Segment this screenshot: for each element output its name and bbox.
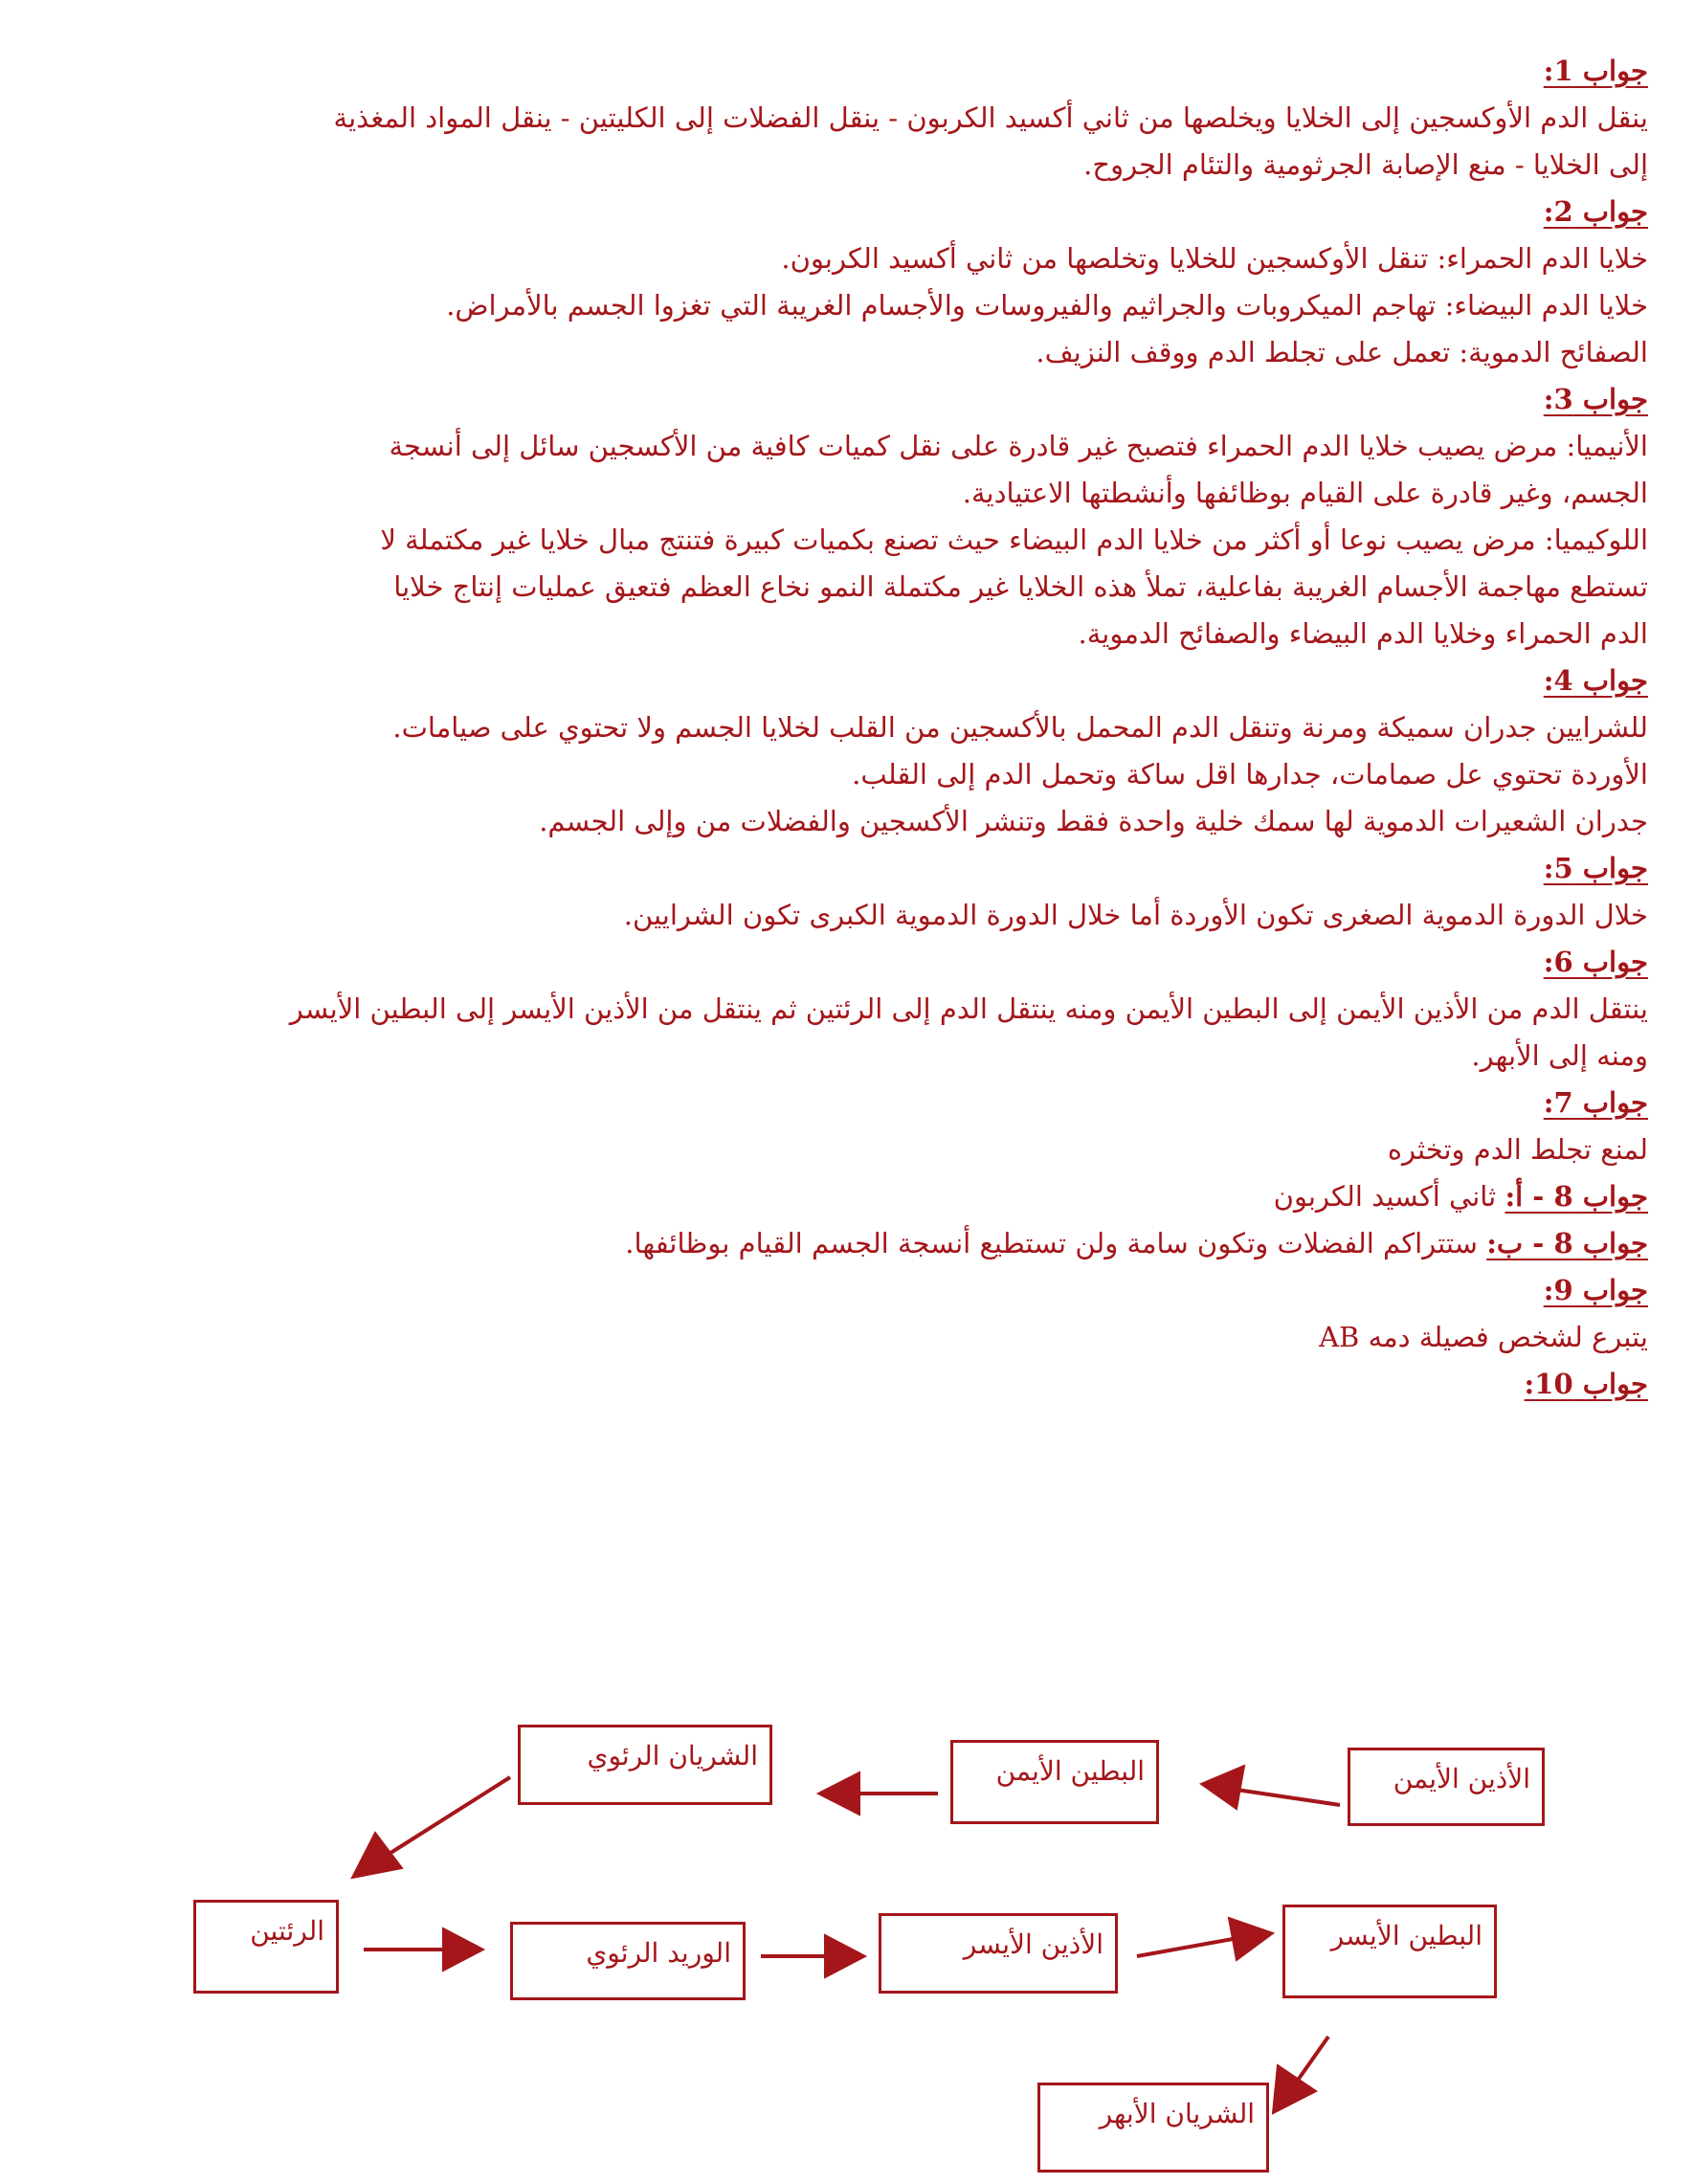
arrow-right-atrium-to-right-ventricle-head <box>1201 1766 1244 1809</box>
answer-2-line-3: الصفائح الدموية: تعمل على تجلط الدم ووقف النزيف. <box>1036 336 1648 368</box>
answer-8b-row <box>98 1220 1648 1267</box>
blood-flow-diagram <box>0 1704 1694 2184</box>
answer-7-heading: جواب 7: <box>1543 1086 1648 1119</box>
answer-sheet <box>98 48 1648 1408</box>
answer-8b-text: ستتراكم الفضلات وتكون سامة ولن تستطيع أنسجة الجسم القيام بوظائفها. <box>625 1227 1487 1259</box>
answer-3-line-1: الأنيميا: مرض يصيب خلايا الدم الحمراء فتصبح غير قادرة على نقل كميات كافية من الأكسجين سائل إلى أنسجة <box>389 430 1648 462</box>
node-right-atrium: الأذين الأيمن <box>1348 1748 1545 1826</box>
arrow-right-atrium-to-right-ventricle <box>1237 1790 1340 1805</box>
node-left-ventricle: البطين الأيسر <box>1282 1905 1497 1998</box>
arrow-pulmonary-artery-to-lungs-head <box>352 1833 402 1878</box>
answer-10-heading: جواب 10: <box>1524 1368 1648 1400</box>
arrow-lungs-to-pulmonary-vein-head <box>443 1928 483 1971</box>
answer-7-line-1: لمنع تجلط الدم وتخثره <box>1387 1133 1648 1166</box>
answer-4-line-1: للشرايين جدران سميكة ومرنة وتنقل الدم المحمل بالأكسجين من القلب لخلايا الجسم ولا تحتوي على صيامات. <box>392 711 1648 744</box>
arrow-pulmonary-vein-to-left-atrium-head <box>825 1935 865 1977</box>
answer-1-line-1: ينقل الدم الأوكسجين إلى الخلايا ويخلصها من ثاني أكسيد الكربون - ينقل الفضلات إلى الكليتين - ينقل المواد المغذية <box>333 101 1648 134</box>
answer-3-line-4: تستطع مهاجمة الأجسام الغريبة بفاعلية، تملأ هذه الخلايا غير مكتملة النمو نخاع العظم فتعيق عمليات إنتاج خلايا <box>393 570 1648 603</box>
answer-5-heading: جواب 5: <box>1543 852 1648 884</box>
answer-4-line-3: جدران الشعيرات الدموية لها سمك خلية واحدة فقط وتنشر الأكسجين والفضلات من وإلى الجسم. <box>539 805 1648 837</box>
node-left-atrium: الأذين الأيسر <box>879 1913 1118 1994</box>
answer-8a-text: ثاني أكسيد الكربون <box>1273 1180 1505 1213</box>
arrow-left-atrium-to-left-ventricle <box>1137 1939 1233 1956</box>
answer-8b-heading: جواب 8 - ب: <box>1486 1227 1648 1259</box>
answer-3-line-3: اللوكيميا: مرض يصيب نوعا أو أكثر من خلايا الدم البيضاء حيث تصنع بكميات كبيرة فتنتج مبال خلايا غير مكتملة لا <box>380 524 1648 556</box>
answer-2-line-1: خلايا الدم الحمراء: تنقل الأوكسجين للخلايا وتخلصها من ثاني أكسيد الكربون. <box>781 242 1648 275</box>
arrow-pulmonary-artery-to-lungs <box>388 1777 510 1855</box>
answer-8a-row <box>98 1173 1648 1220</box>
answer-8a-heading: جواب 8 - أ: <box>1505 1180 1648 1213</box>
answer-6-line-2: ومنه إلى الأبهر. <box>1471 1039 1648 1072</box>
node-pulmonary-artery: الشريان الرئوي <box>518 1725 772 1805</box>
node-lungs: الرئتين <box>193 1900 339 1994</box>
node-aorta: الشريان الأبهر <box>1037 2083 1269 2173</box>
answer-5-line-1: خلال الدورة الدموية الصغرى تكون الأوردة أما خلال الدورة الدموية الكبرى تكون الشرايين. <box>623 899 1648 931</box>
answer-4-line-2: الأوردة تحتوي عل صمامات، جدارها اقل ساكة وتحمل الدم إلى القلب. <box>852 758 1648 791</box>
arrow-left-ventricle-to-aorta <box>1299 2037 1328 2079</box>
answer-6-heading: جواب 6: <box>1543 946 1648 978</box>
arrow-right-ventricle-to-pulmonary-artery-head <box>818 1772 859 1815</box>
answer-3-line-2: الجسم، وغير قادرة على القيام بوظائفها وأنشطتها الاعتيادية. <box>962 477 1648 509</box>
answer-1-heading: جواب 1: <box>1543 55 1648 87</box>
answer-9-line-1: يتبرع لشخص فصيلة دمه AB <box>1319 1321 1648 1353</box>
answer-6-line-1: ينتقل الدم من الأذين الأيمن إلى البطين الأيمن ومنه ينتقل الدم إلى الرئتين ثم ينتقل من الأذين الأيسر إلى البطين الأيسر <box>289 992 1648 1025</box>
answer-9-heading: جواب 9: <box>1543 1274 1648 1306</box>
answer-4-heading: جواب 4: <box>1543 664 1648 697</box>
arrow-left-ventricle-to-aorta-head <box>1273 2065 1316 2113</box>
answer-3-heading: جواب 3: <box>1543 383 1648 415</box>
arrow-left-atrium-to-left-ventricle-head <box>1229 1918 1273 1960</box>
answer-2-heading: جواب 2: <box>1543 195 1648 228</box>
answer-2-line-2: خلايا الدم البيضاء: تهاجم الميكروبات والجراثيم والفيروسات والأجسام الغريبة التي تغزوا الجسم بالأمراض. <box>446 289 1648 322</box>
answer-1-line-2: إلى الخلايا - منع الإصابة الجرثومية والتئام الجروح. <box>1083 148 1648 181</box>
node-right-ventricle: البطين الأيمن <box>950 1740 1159 1824</box>
answer-3-line-5: الدم الحمراء وخلايا الدم البيضاء والصفائح الدموية. <box>1078 617 1648 650</box>
node-pulmonary-vein: الوريد الرئوي <box>510 1922 746 2000</box>
